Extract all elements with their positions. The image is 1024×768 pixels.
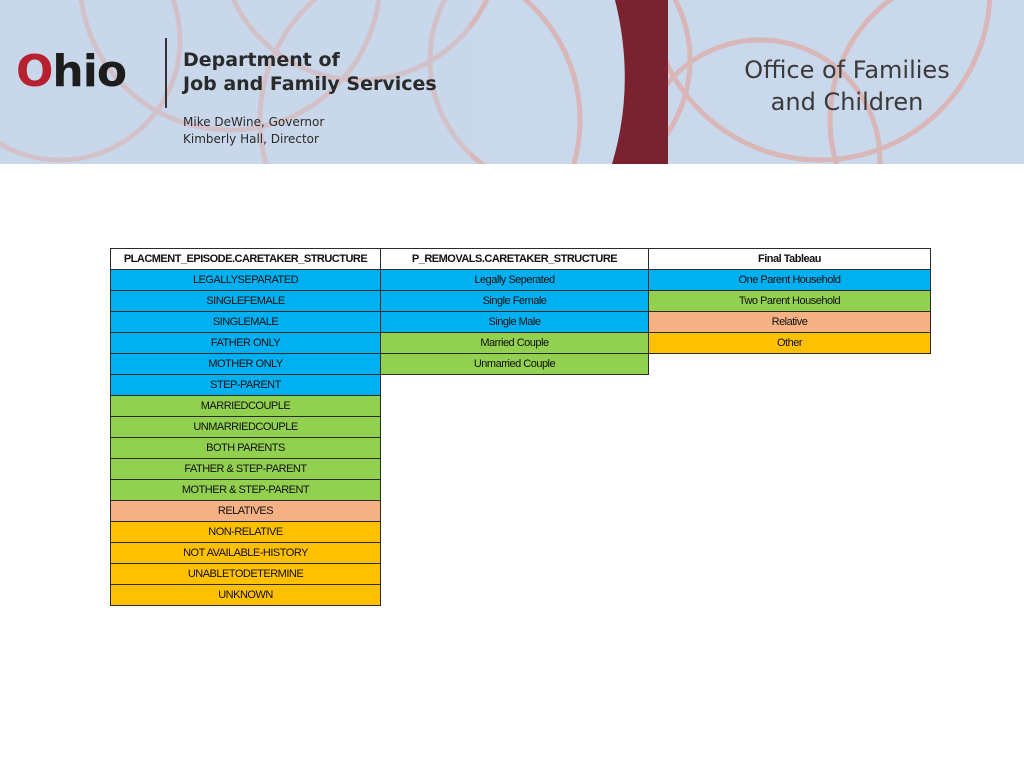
table-cell: FATHER & STEP-PARENT <box>111 459 381 480</box>
governor-name: Mike DeWine, Governor <box>183 115 325 129</box>
table-cell: Single Female <box>381 291 649 312</box>
table-cell: NOT AVAILABLE-HISTORY <box>111 543 381 564</box>
table-row <box>381 291 649 312</box>
office-name <box>706 54 988 118</box>
removals-table <box>380 248 649 375</box>
table-row <box>649 270 931 291</box>
logo-divider <box>165 38 167 108</box>
table-cell: MOTHER & STEP-PARENT <box>111 480 381 501</box>
table-row <box>111 291 381 312</box>
table-row <box>649 312 931 333</box>
table-row <box>381 270 649 291</box>
table-cell: Two Parent Household <box>649 291 931 312</box>
table-row <box>111 480 381 501</box>
table-row <box>111 438 381 459</box>
office-line-1: Office of Families <box>744 56 950 84</box>
table-row <box>381 312 649 333</box>
table-cell: Other <box>649 333 931 354</box>
officials <box>183 114 324 148</box>
table-cell: Relative <box>649 312 931 333</box>
table-cell: STEP-PARENT <box>111 375 381 396</box>
table-cell: MOTHER ONLY <box>111 354 381 375</box>
table-row <box>111 522 381 543</box>
table-header-row <box>381 249 649 270</box>
table-row <box>111 417 381 438</box>
table-cell: One Parent Household <box>649 270 931 291</box>
table-row <box>649 291 931 312</box>
department-name <box>183 48 437 96</box>
table-cell: SINGLEFEMALE <box>111 291 381 312</box>
ohio-logo-text: hio <box>52 46 127 97</box>
table-row <box>111 501 381 522</box>
table-cell: NON-RELATIVE <box>111 522 381 543</box>
table-cell: BOTH PARENTS <box>111 438 381 459</box>
table-cell: UNMARRIEDCOUPLE <box>111 417 381 438</box>
ohio-logo <box>16 44 126 100</box>
table-header-row <box>649 249 931 270</box>
table-cell: UNABLETODETERMINE <box>111 564 381 585</box>
table-row <box>111 312 381 333</box>
final-tableau-table <box>648 248 931 354</box>
table-header: P_REMOVALS.CARETAKER_STRUCTURE <box>381 249 649 270</box>
table-row <box>381 333 649 354</box>
table-header-row <box>111 249 381 270</box>
table-cell: RELATIVES <box>111 501 381 522</box>
table-row <box>381 354 649 375</box>
table-cell: UNKNOWN <box>111 585 381 606</box>
placement-episode-table <box>110 248 381 606</box>
table-header: PLACMENT_EPISODE.CARETAKER_STRUCTURE <box>111 249 381 270</box>
table-cell: LEGALLYSEPARATED <box>111 270 381 291</box>
table-cell: MARRIEDCOUPLE <box>111 396 381 417</box>
table-row <box>111 333 381 354</box>
table-cell: Unmarried Couple <box>381 354 649 375</box>
table-row <box>111 270 381 291</box>
table-row <box>649 333 931 354</box>
table-row <box>111 543 381 564</box>
header-banner <box>0 0 1024 164</box>
table-row <box>111 375 381 396</box>
table-cell: Legally Seperated <box>381 270 649 291</box>
table-cell: Single Male <box>381 312 649 333</box>
ohio-logo-o: O <box>16 46 53 97</box>
table-cell: SINGLEMALE <box>111 312 381 333</box>
table-cell: FATHER ONLY <box>111 333 381 354</box>
table-row <box>111 459 381 480</box>
department-line-2: Job and Family Services <box>183 73 437 95</box>
table-header: Final Tableau <box>649 249 931 270</box>
table-row <box>111 354 381 375</box>
table-row <box>111 585 381 606</box>
table-row <box>111 564 381 585</box>
director-name: Kimberly Hall, Director <box>183 132 319 146</box>
table-row <box>111 396 381 417</box>
department-line-1: Department of <box>183 49 340 71</box>
office-line-2: and Children <box>770 88 924 116</box>
table-cell: Married Couple <box>381 333 649 354</box>
